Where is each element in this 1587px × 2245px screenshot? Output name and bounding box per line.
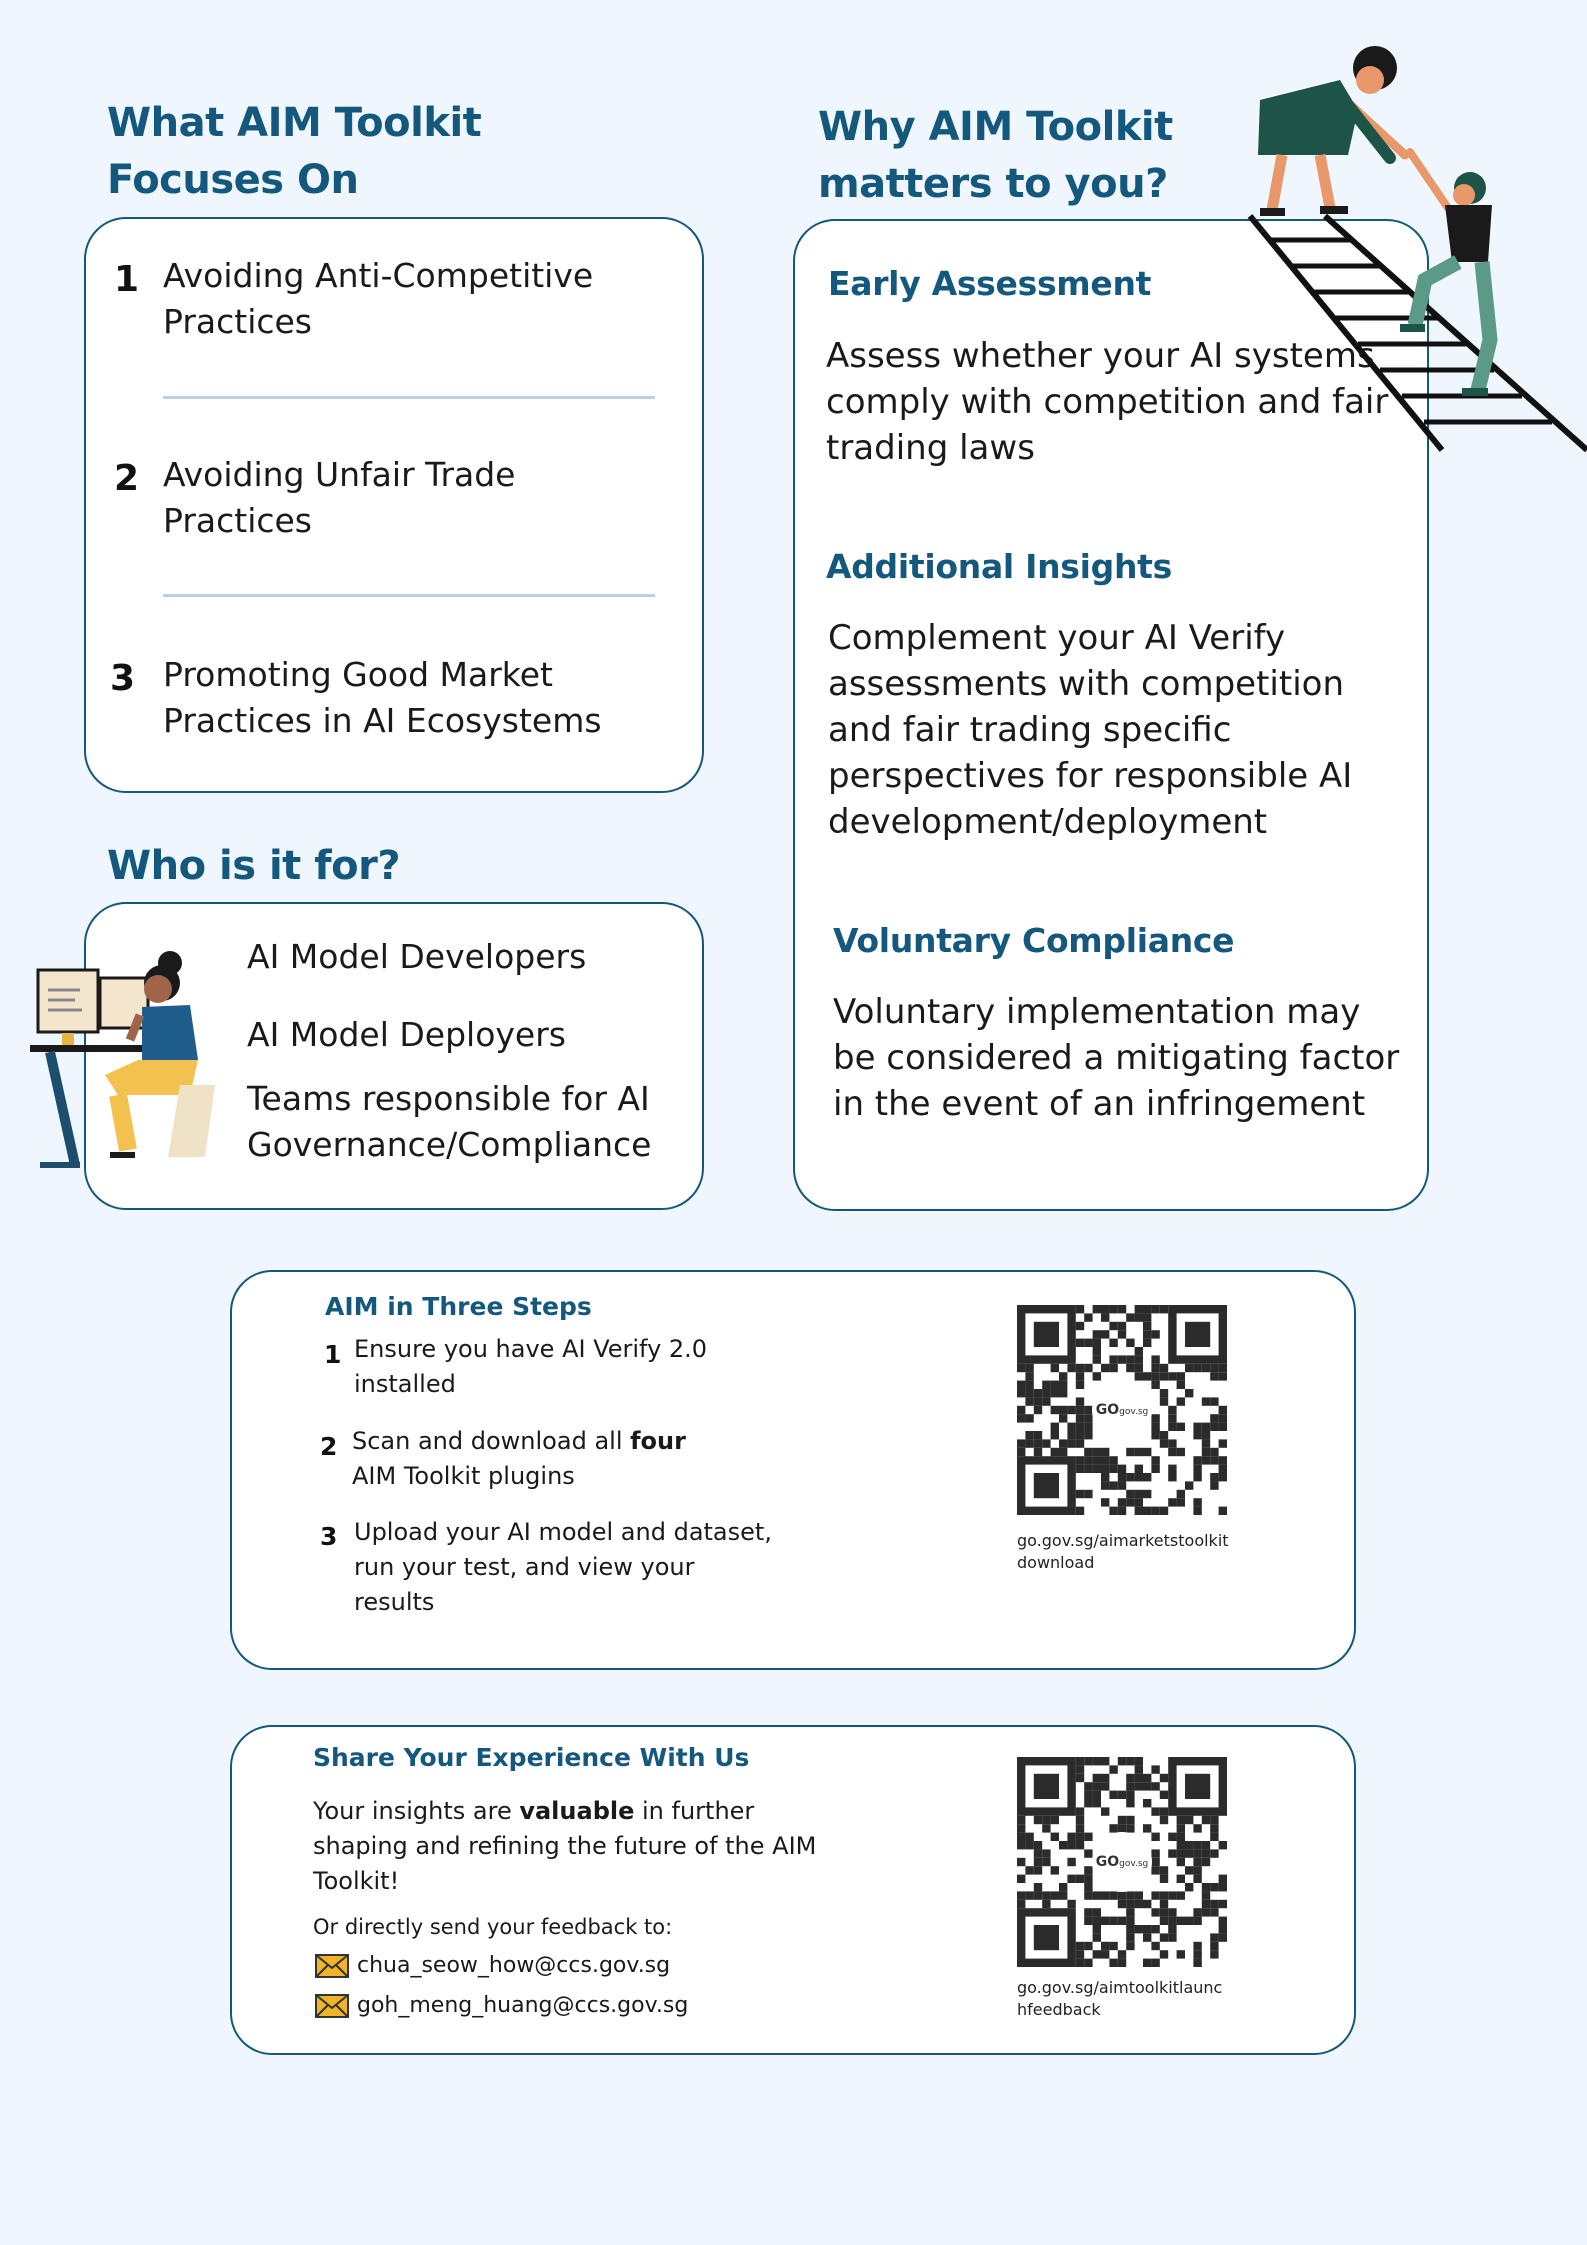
email-row-1[interactable] bbox=[315, 1953, 670, 1978]
focus-item-2-number: 2 bbox=[114, 458, 140, 499]
who-item-developers: AI Model Developers bbox=[247, 937, 587, 976]
share-direct-label: Or directly send your feedback to: bbox=[313, 1915, 673, 1939]
voluntary-compliance-title: Voluntary Compliance bbox=[833, 921, 1235, 960]
email-row-2[interactable] bbox=[315, 1993, 688, 2018]
steps-heading: AIM in Three Steps bbox=[325, 1292, 592, 1321]
download-url[interactable]: go.gov.sg/aimarketstoolkitdownload bbox=[1017, 1531, 1229, 1572]
share-intro: Your insights are valuable in further shaping and refining the future of the AIM Toolkit! bbox=[313, 1797, 817, 1895]
envelope-icon bbox=[315, 1994, 349, 2018]
step-1-text: Ensure you have AI Verify 2.0 installed bbox=[354, 1335, 708, 1398]
step-3-text: Upload your AI model and dataset, run your test, and view your results bbox=[354, 1518, 772, 1616]
additional-insights-text: Complement your AI Verify assessments with competition and fair trading specific perspectives for responsible AI development/deployment bbox=[828, 618, 1353, 842]
focus-card bbox=[84, 217, 704, 793]
who-heading: Who is it for? bbox=[107, 843, 401, 889]
download-qr-logo: GOgov.sg bbox=[1095, 1402, 1149, 1418]
additional-insights-title: Additional Insights bbox=[826, 547, 1172, 586]
why-heading: Why AIM Toolkit matters to you? bbox=[818, 104, 1173, 207]
step-3-number: 3 bbox=[320, 1522, 338, 1551]
steps-card bbox=[230, 1270, 1356, 1670]
focus-item-2-text: Avoiding Unfair Trade Practices bbox=[163, 455, 516, 540]
early-assessment-title: Early Assessment bbox=[828, 264, 1152, 303]
step-2-number: 2 bbox=[320, 1432, 338, 1461]
early-assessment-text: Assess whether your AI systems comply with competition and fair trading laws bbox=[826, 336, 1389, 468]
focus-divider-1 bbox=[163, 396, 655, 399]
focus-item-1-number: 1 bbox=[114, 259, 140, 300]
who-item-deployers: AI Model Deployers bbox=[247, 1015, 566, 1054]
voluntary-compliance-text: Voluntary implementation may be considered a mitigating factor in the event of an infringement bbox=[833, 992, 1400, 1124]
feedback-url[interactable]: go.gov.sg/aimtoolkitlaunchfeedback bbox=[1017, 1978, 1223, 2019]
share-card bbox=[230, 1725, 1356, 2055]
envelope-icon bbox=[315, 1954, 349, 1978]
step-2-text: Scan and download all four AIM Toolkit plugins bbox=[352, 1427, 686, 1490]
person-at-computer-illustration bbox=[30, 945, 220, 1170]
focus-item-1-text: Avoiding Anti-Competitive Practices bbox=[163, 256, 594, 341]
who-item-teams: Teams responsible for AI Governance/Compliance bbox=[247, 1079, 652, 1164]
focus-heading: What AIM Toolkit Focuses On bbox=[107, 100, 482, 203]
step-1-number: 1 bbox=[324, 1340, 342, 1369]
email-address-1[interactable]: chua_seow_how@ccs.gov.sg bbox=[357, 1953, 671, 1978]
focus-item-3-number: 3 bbox=[110, 658, 136, 699]
focus-divider-2 bbox=[163, 594, 655, 597]
share-heading: Share Your Experience With Us bbox=[313, 1743, 750, 1772]
helping-hand-ladder-illustration bbox=[1230, 40, 1587, 460]
focus-item-3-text: Promoting Good Market Practices in AI Ecosystems bbox=[163, 655, 602, 740]
feedback-qr-logo: GOgov.sg bbox=[1095, 1854, 1149, 1870]
email-address-2[interactable]: goh_meng_huang@ccs.gov.sg bbox=[357, 1993, 689, 2018]
